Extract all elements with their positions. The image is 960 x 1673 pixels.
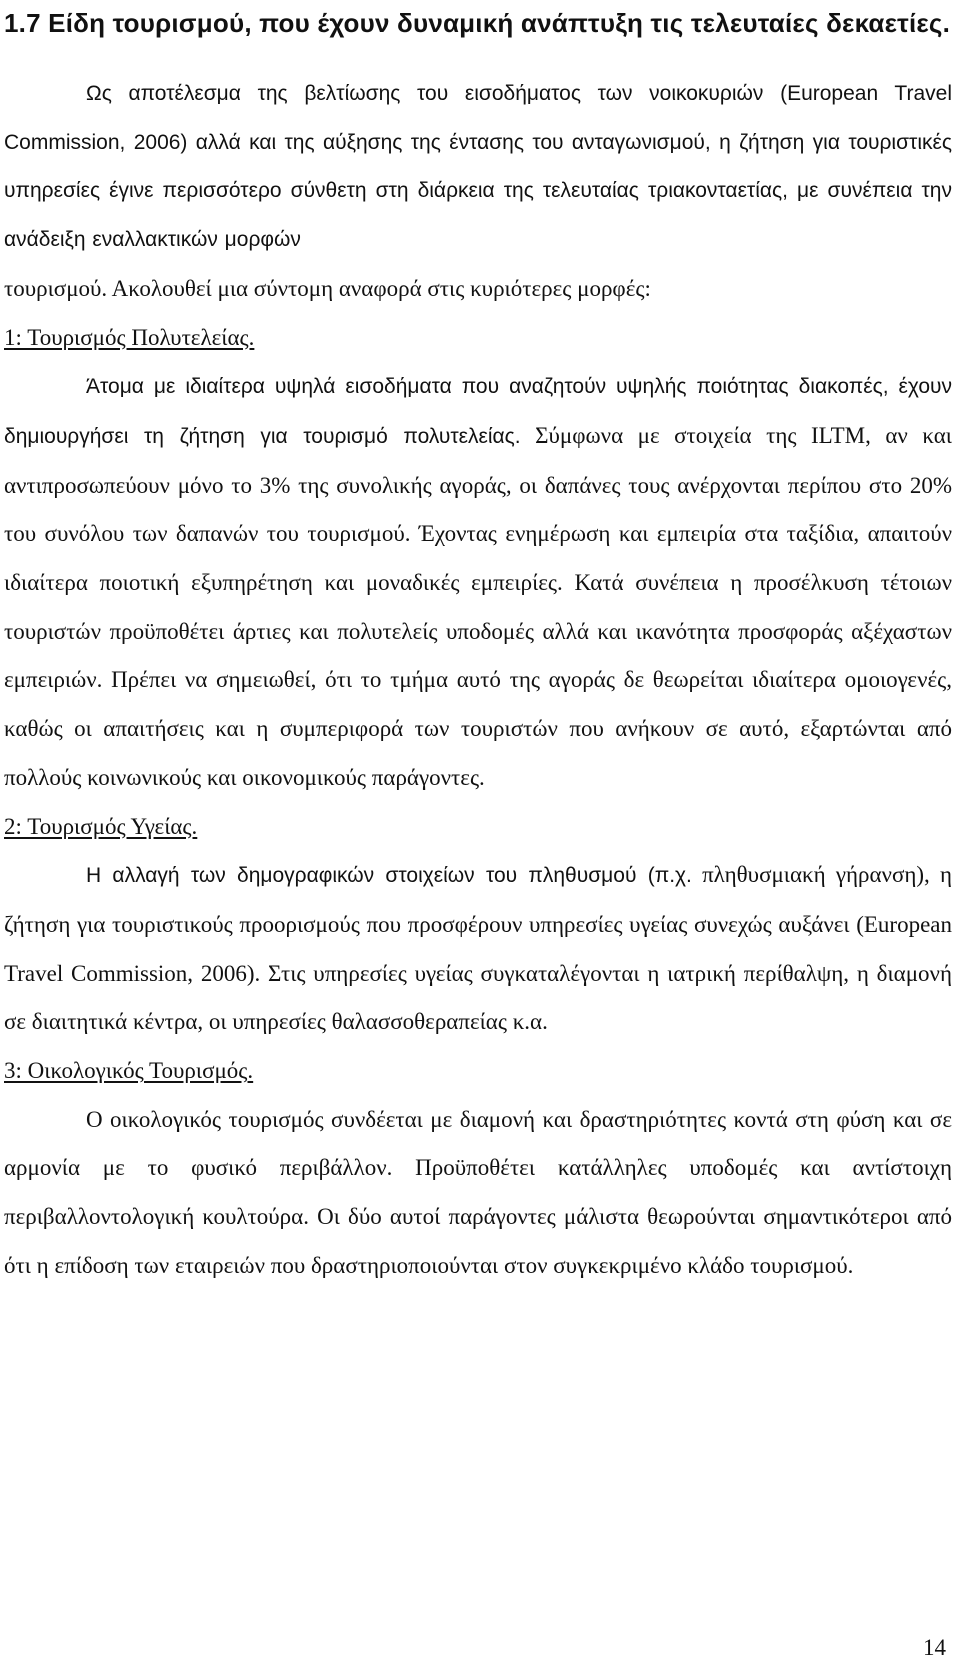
page-number: 14: [923, 1635, 946, 1660]
form-body-eco: [4, 1096, 952, 1291]
form-body-luxury: [4, 362, 952, 802]
form-body-luxury-serif: Σύμφωνα με στοιχεία της ILTM, αν και αντιπροσωπεύουν μόνο το 3% της συνολικής αγοράς, οι δαπάνες τους ανέρχονται περίπου στο 20% του συνόλου των δαπανών του τουρισμού. Έχοντας ενημέρωση και εμπειρία στα ταξίδια, απαιτούν ιδιαίτερα ποιοτική εξυπηρέτηση και μοναδικές εμπειρίες. Κατά συνέπεια η προσέλκυση τέτοιων τουριστών προϋποθέτει άρτιες και πολυτελείς υποδομές αλλά και ικανότητα προσφοράς αξέχαστων εμπειριών. Πρέπει να σημειωθεί, ότι το τμήμα αυτό της αγοράς δε θεωρείται ιδιαίτερα ομοιογενές, καθώς οι απαιτήσεις και η συμπεριφορά των τουριστών που ανήκουν σε αυτό, εξαρτώνται από πολλούς κοινωνικούς και οικονομικούς παράγοντες.: [4, 422, 952, 790]
form-eco: [4, 1047, 952, 1291]
section-heading: 1.7 Είδη τουρισμού, που έχουν δυναμική ανάπτυξη τις τελευταίες δεκαετίες.: [4, 8, 951, 38]
form-title-health: 2: Τουρισμός Υγείας.: [4, 813, 198, 839]
intro-text-sans: Ως αποτέλεσμα της βελτίωσης του εισοδήματος των νοικοκυριών (European Travel Commission, 2006) αλλά και της αύξησης της έντασης του ανταγωνισμού, η ζήτηση για τουριστικές υπηρεσίες έγινε περισσότερο σύνθετη στη διάρκεια της τελευταίας τριακονταετίας, με συνέπεια την ανάδειξη εναλλακτικών μορφών: [4, 82, 952, 252]
document-page: [4, 0, 952, 1291]
form-body-luxury-sans: Άτομα με ιδιαίτερα υψηλά εισοδήματα που αναζητούν υψηλής ποιότητας διακοπές, έχουν δημιουργήσει τη ζήτηση για τουρισμό πολυτελείας.: [4, 375, 952, 448]
form-body-health-serif: πληθυσμιακή γήρανση), η ζήτηση για τουριστικούς προορισμούς που προσφέρουν υπηρεσίες υγείας συνεχώς αυξάνει (European Travel Commission, 2006). Στις υπηρεσίες υγείας συγκαταλέγονται η ιατρική περίθαλψη, η διαμονή σε διαιτητικά κέντρα, οι υπηρεσίες θαλασσοθεραπείας κ.α.: [4, 862, 953, 1035]
form-title-eco: 3: Οικολογικός Τουρισμός.: [4, 1058, 254, 1084]
form-title-luxury: 1: Τουρισμός Πολυτελείας.: [4, 324, 255, 350]
intro-text-serif: τουρισμού. Ακολουθεί μια σύντομη αναφορά στις κυριότερες μορφές:: [4, 275, 651, 301]
intro-paragraph: [4, 70, 952, 314]
form-health: [4, 803, 952, 1048]
form-luxury: [4, 314, 952, 803]
form-body-health-sans: Η αλλαγή των δημογραφικών στοιχείων του πληθυσμού (π.χ.: [86, 864, 692, 888]
form-body-health: [4, 851, 952, 1047]
form-body-eco-serif: Ο οικολογικός τουρισμός συνδέεται με διαμονή και δραστηριότητες κοντά στη φύση και σε αρμονία με το φυσικό περιβάλλον. Προϋποθέτει κατάλληλες υποδομές και αντίστοιχη περιβαλλοντολογική κουλτούρα. Οι δύο αυτοί παράγοντες μάλιστα θεωρούνται σημαντικότεροι από ότι η επίδοση των εταιρειών που δραστηριοποιούνται στον συγκεκριμένο κλάδο τουρισμού.: [4, 1106, 952, 1278]
